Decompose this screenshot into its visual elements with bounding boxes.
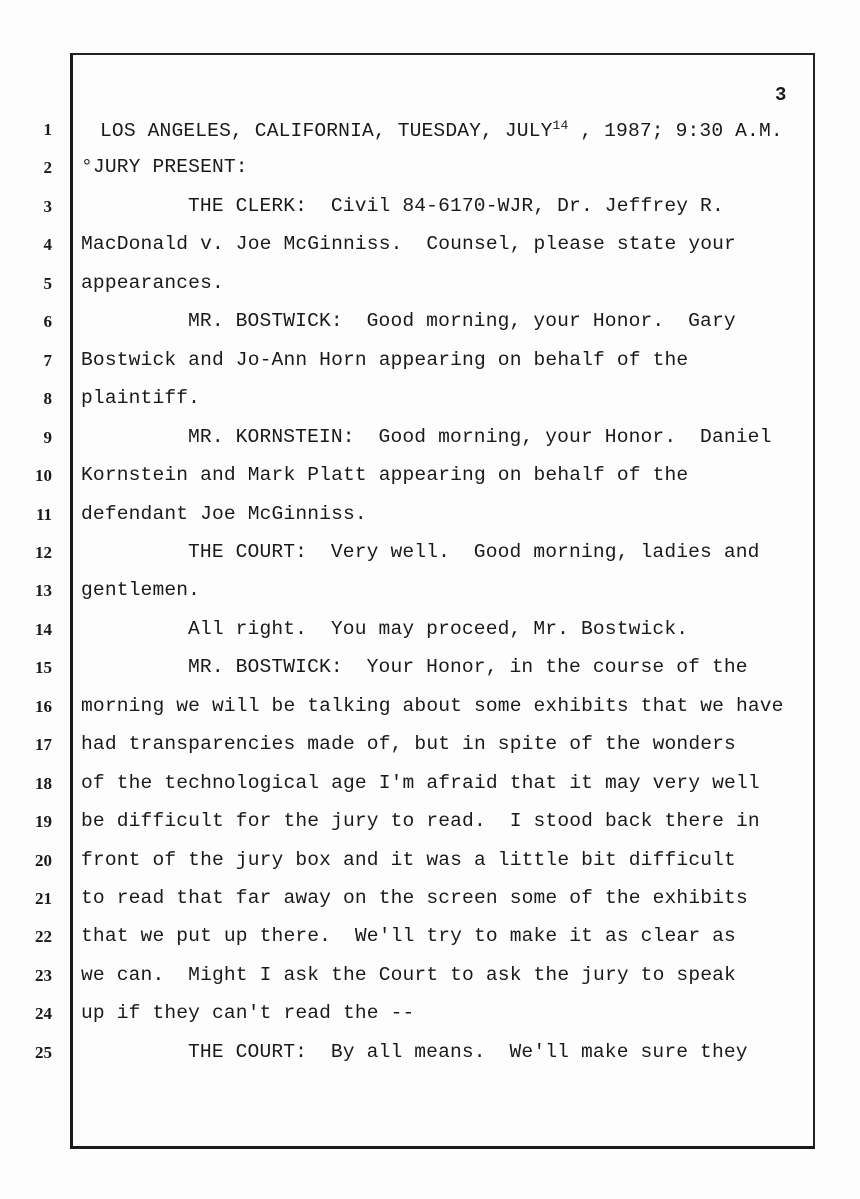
header-time-text: , 1987; 9:30 A.M. — [568, 120, 783, 142]
line-number: 25 — [35, 1042, 52, 1062]
line-number: 11 — [35, 504, 52, 524]
line-number: 6 — [43, 312, 52, 332]
transcript-line: All right. You may proceed, Mr. Bostwick. — [188, 617, 689, 640]
transcript-line: had transparencies made of, but in spite of the wonders — [81, 733, 736, 756]
transcript-line: plaintiff. — [81, 387, 201, 410]
transcript-line: of the technological age I'm afraid that it may very well — [81, 771, 760, 794]
transcript-line: to read that far away on the screen some of the exhibits — [81, 887, 748, 909]
line-number: 21 — [35, 889, 52, 908]
line-number: 17 — [35, 735, 52, 755]
line-number: 13 — [35, 581, 52, 601]
transcript-line: Bostwick and Jo-Ann Horn appearing on behalf of the — [81, 348, 689, 371]
transcript-line: be difficult for the jury to read. I stood back there in — [81, 810, 760, 833]
line-number: 12 — [35, 542, 52, 562]
line-number: 16 — [35, 696, 52, 716]
transcript-line: MR. KORNSTEIN: Good morning, your Honor. Daniel — [188, 425, 772, 448]
line-number: 8 — [43, 389, 52, 409]
transcript-line: THE COURT: Very well. Good morning, ladies and — [188, 540, 760, 563]
line-number: 19 — [35, 812, 52, 832]
transcript-line: appearances. — [81, 271, 224, 294]
line-number: 2 — [43, 158, 52, 178]
line-number: 15 — [35, 658, 52, 678]
line-number: 24 — [35, 1004, 52, 1024]
line-number: 5 — [43, 273, 52, 293]
line-number: 1 — [43, 120, 52, 139]
transcript-line: THE COURT: By all means. We'll make sure they — [188, 1040, 748, 1063]
line-number: 20 — [35, 850, 52, 870]
line-number: 9 — [43, 427, 52, 447]
transcript-line: °JURY PRESENT: — [81, 156, 248, 179]
line-number: 22 — [35, 927, 52, 947]
header-date-day: 14 — [552, 118, 569, 133]
page-number: 3 — [775, 84, 787, 106]
transcript-line: front of the jury box and it was a little bit difficult — [81, 848, 736, 871]
line-number: 10 — [35, 466, 52, 486]
transcript-line: morning we will be talking about some exhibits that we have — [81, 694, 784, 717]
transcript-line — [100, 118, 783, 142]
header-location-text: LOS ANGELES, CALIFORNIA, TUESDAY, JULY — [100, 120, 553, 142]
transcript-line: THE CLERK: Civil 84-6170-WJR, Dr. Jeffrey R. — [188, 194, 724, 217]
transcript-line: gentlemen. — [81, 579, 201, 602]
transcript-line: that we put up there. We'll try to make it as clear as — [81, 925, 736, 948]
transcript-line: MacDonald v. Joe McGinniss. Counsel, please state your — [81, 233, 736, 256]
line-number: 4 — [43, 235, 52, 255]
transcript-line: defendant Joe McGinniss. — [81, 502, 367, 525]
line-number: 14 — [35, 619, 52, 639]
line-number: 3 — [43, 196, 52, 216]
transcript-line: MR. BOSTWICK: Your Honor, in the course of the — [188, 656, 748, 679]
line-number: 18 — [35, 773, 52, 793]
transcript-line: we can. Might I ask the Court to ask the jury to speak — [81, 963, 736, 986]
line-number: 7 — [43, 350, 52, 370]
transcript-line: MR. BOSTWICK: Good morning, your Honor. Gary — [188, 310, 736, 333]
line-number: 23 — [35, 965, 52, 985]
transcript-line: up if they can't read the -- — [81, 1002, 415, 1025]
transcript-line: Kornstein and Mark Platt appearing on behalf of the — [81, 464, 689, 487]
